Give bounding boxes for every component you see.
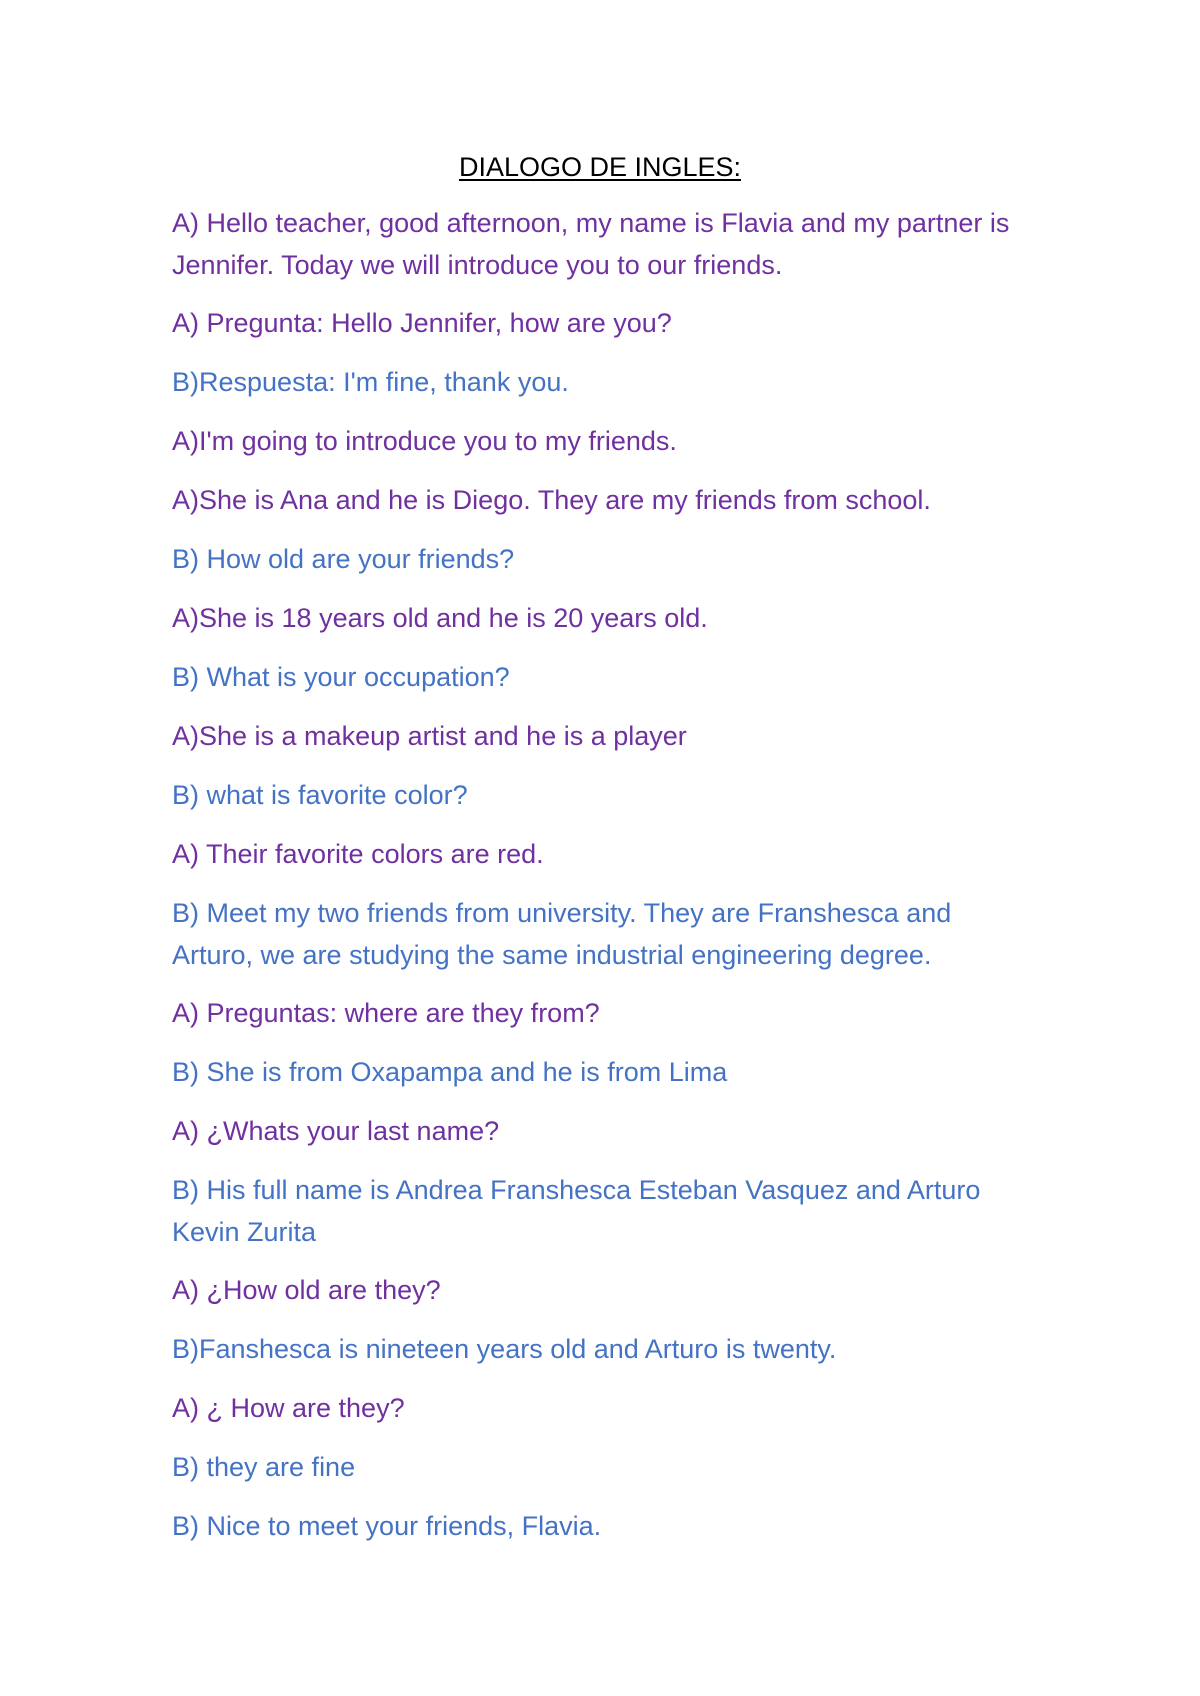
dialogue-line-18: B)Fanshesca is nineteen years old and Arturo is twenty. bbox=[172, 1334, 837, 1364]
dialogue-line-9: A)She is a makeup artist and he is a player bbox=[172, 721, 687, 751]
dialogue-line-2: A) Pregunta: Hello Jennifer, how are you? bbox=[172, 308, 672, 338]
dialogue-line-11: A) Their favorite colors are red. bbox=[172, 839, 544, 869]
dialogue-line-16: B) His full name is Andrea Franshesca Esteban Vasquez and Arturo Kevin Zurita bbox=[172, 1175, 981, 1247]
dialogue-line-1: A) Hello teacher, good afternoon, my name is Flavia and my partner is Jennifer. Today we will introduce you to our friends. bbox=[172, 208, 1010, 280]
dialogue-line-19: A) ¿ How are they? bbox=[172, 1393, 405, 1423]
dialogue-line-14: B) She is from Oxapampa and he is from Lima bbox=[172, 1057, 728, 1087]
dialogue-line-6: B) How old are your friends? bbox=[172, 544, 515, 574]
dialogue-line-7: A)She is 18 years old and he is 20 years old. bbox=[172, 603, 708, 633]
dialogue-line-5: A)She is Ana and he is Diego. They are my friends from school. bbox=[172, 485, 931, 515]
dialogue-line-17: A) ¿How old are they? bbox=[172, 1275, 441, 1305]
dialogue-line-8: B) What is your occupation? bbox=[172, 662, 510, 692]
dialogue-line-21: B) Nice to meet your friends, Flavia. bbox=[172, 1511, 602, 1541]
dialogue-line-3: B)Respuesta: I'm fine, thank you. bbox=[172, 367, 569, 397]
dialogue-line-20: B) they are fine bbox=[172, 1452, 356, 1482]
dialogue-line-12: B) Meet my two friends from university. They are Franshesca and Arturo, we are studying the same industrial engineering degree. bbox=[172, 898, 952, 970]
dialogue-line-15: A) ¿Whats your last name? bbox=[172, 1116, 500, 1146]
document-title: DIALOGO DE INGLES: bbox=[458, 152, 742, 182]
dialogue-line-13: A) Preguntas: where are they from? bbox=[172, 998, 600, 1028]
dialogue-line-4: A)I'm going to introduce you to my friends. bbox=[172, 426, 677, 456]
dialogue-line-10: B) what is favorite color? bbox=[172, 780, 468, 810]
